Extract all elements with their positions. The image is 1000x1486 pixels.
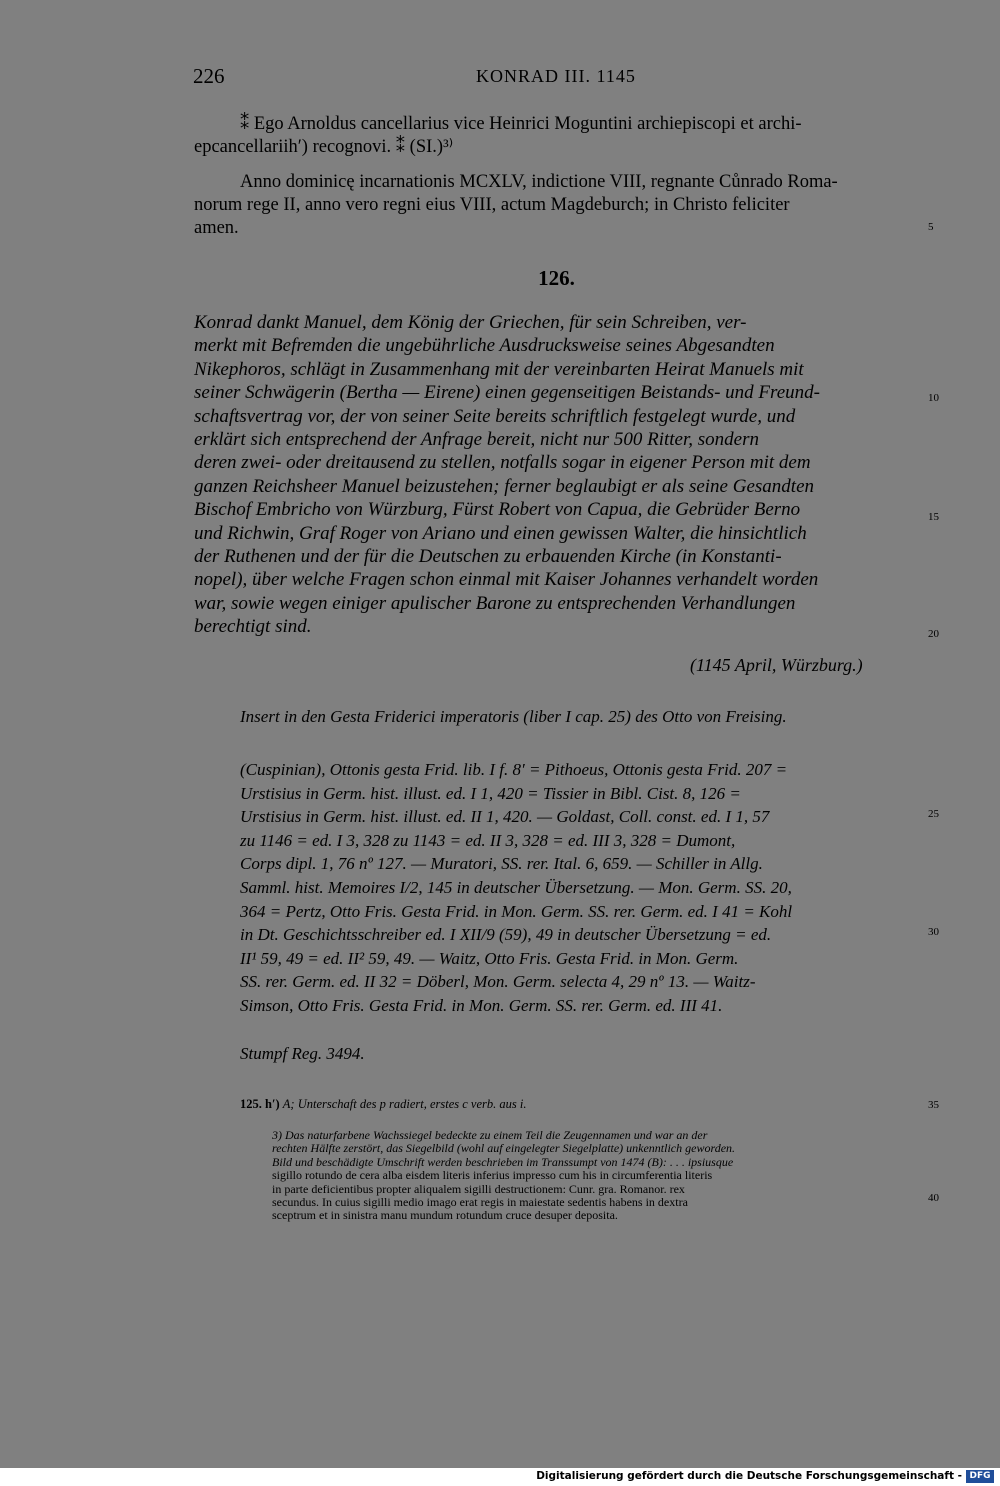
- bibliography-line: SS. rer. Germ. ed. II 32 = Döberl, Mon. Germ. selecta 4, 29 nº 13. — Waitz-: [240, 972, 756, 992]
- bibliography-line: Samml. hist. Memoires I/2, 145 in deutscher Übersetzung. — Mon. Germ. SS. 20,: [240, 877, 792, 897]
- footnote-line: sceptrum et in sinistra manu mundum rotundum cruce desuper deposita.: [272, 1208, 618, 1223]
- regest-line: und Richwin, Graf Roger von Ariano und einen gewissen Walter, die hinsichtlich: [194, 522, 807, 544]
- bibliography-line: II¹ 59, 49 = ed. II² 59, 49. — Waitz, Otto Fris. Gesta Frid. in Mon. Germ.: [240, 948, 739, 968]
- regest-line: merkt mit Befremden die ungebührliche Ausdrucksweise seines Abgesandten: [194, 335, 775, 357]
- footnote-h: [240, 1098, 526, 1111]
- dfg-logo: DFG: [966, 1470, 994, 1483]
- bibliography-line: zu 1146 = ed. I 3, 328 zu 1143 = ed. II 3, 328 = ed. III 3, 328 = Dumont,: [240, 830, 736, 850]
- bibliography-line: Urstisius in Germ. hist. illust. ed. II 1, 420. — Goldast, Coll. const. ed. I 1, 57: [240, 807, 770, 827]
- regest-line: seiner Schwägerin (Bertha — Eirene) einen gegenseitigen Beistands- und Freund-: [194, 382, 820, 404]
- running-head: KONRAD III. 1145: [476, 66, 636, 86]
- line-number: 30: [928, 926, 939, 938]
- bibliography-line: (Cuspinian), Ottonis gesta Frid. lib. I f. 8′ = Pithoeus, Ottonis gesta Frid. 207 =: [240, 760, 788, 779]
- bibliography-line: Corps dipl. 1, 76 nº 127. — Muratori, SS. rer. Ital. 6, 659. — Schiller in Allg.: [240, 854, 763, 874]
- line-number: 15: [928, 511, 939, 523]
- page-number: 226: [193, 64, 225, 88]
- footnote-text: A; Unterschaft des p radiert, erstes c verb. aus i.: [282, 1097, 527, 1111]
- regest-line: ganzen Reichsheer Manuel beizustehen; ferner beglaubigt er als seine Gesandten: [194, 475, 814, 497]
- footnote-line: secundus. In cuius sigilli medio imago erat regis in maiestate sedentis habens in dextra: [272, 1195, 688, 1210]
- footnote-3: [272, 1129, 918, 1223]
- regest-line: Bischof Embricho von Würzburg, Fürst Robert von Capua, die Gebrüder Berno: [194, 499, 801, 521]
- regest-line: Nikephoros, schlägt in Zusammenhang mit der vereinbarten Heirat Manuels mit: [194, 358, 804, 380]
- line-number: 10: [928, 392, 939, 404]
- bibliography-line: in Dt. Geschichtsschreiber ed. I XII/9 (59), 49 in deutscher Übersetzung = ed.: [240, 925, 772, 945]
- regest-line: erklärt sich entsprechend der Anfrage bereit, nicht nur 500 Ritter, sondern: [194, 429, 759, 451]
- regest-line: deren zwei- oder dreitausend zu stellen, notfalls sogar in eigener Person mit dem: [194, 452, 811, 474]
- regest: [194, 311, 919, 639]
- line-number: 5: [928, 221, 934, 233]
- footnote-line: sigillo rotundo de cera alba eisdem literis inferius impresso cum his in circumferentia literis: [272, 1168, 713, 1183]
- regest-line: der Ruthenen und der für die Deutschen zu erbauenden Kirche (in Konstanti-: [194, 546, 782, 568]
- text-line: ⁑ Ego Arnoldus cancellarius vice Heinrici Moguntini archiepiscopi et archi-: [240, 114, 802, 134]
- regest-line: berechtigt sind.: [194, 616, 312, 638]
- footnote-line: 3) Das naturfarbene Wachssiegel bedeckte zu einem Teil die Zeugennamen und war an der: [272, 1128, 708, 1142]
- regest-line: war, sowie wegen einiger apulischer Barone zu entsprechenden Verhandlungen: [194, 592, 796, 614]
- insert-note: Insert in den Gesta Friderici imperatoris (liber I cap. 25) des Otto von Freising.: [240, 707, 787, 726]
- bibliography: [240, 758, 920, 1018]
- text-line: norum rege II, anno vero regni eius VIII, actum Magdeburch; in Christo feliciter: [194, 195, 790, 215]
- stumpf-reference: Stumpf Reg. 3494.: [240, 1044, 365, 1063]
- text-line: Anno dominicę incarnationis MCXLV, indictione VIII, regnante Cůnrado Roma-: [240, 172, 838, 192]
- bibliography-line: Simson, Otto Fris. Gesta Frid. in Mon. Germ. SS. rer. Germ. ed. III 41.: [240, 995, 723, 1015]
- text-line: epcancellariih′) recognovi. ⁑ (SI.)³⁾: [194, 137, 454, 157]
- previous-document-ending: [194, 113, 919, 240]
- line-number: 40: [928, 1192, 939, 1204]
- regest-line: nopel), über welche Fragen schon einmal mit Kaiser Johannes verhandelt worden: [194, 569, 819, 591]
- line-number: 20: [928, 628, 939, 640]
- footnote-label: 125. h′): [240, 1097, 280, 1111]
- line-number: 25: [928, 808, 939, 820]
- footnote-line: rechten Hälfte zerstört, das Siegelbild (wohl auf eingelegter Siegelplatte) unkenntlich geworden.: [272, 1141, 736, 1156]
- line-number: 35: [928, 1099, 939, 1111]
- text-line: amen.: [194, 218, 239, 238]
- bibliography-line: 364 = Pertz, Otto Fris. Gesta Frid. in Mon. Germ. SS. rer. Germ. ed. I 41 = Kohl: [240, 901, 793, 921]
- bibliography-line: Urstisius in Germ. hist. illust. ed. I 1, 420 = Tissier in Bibl. Cist. 8, 126 =: [240, 783, 741, 803]
- footnote-line: Bild und beschädigte Umschrift werden beschrieben im Transsumpt von 1474 (B): . . . ipsiusque: [272, 1154, 734, 1169]
- document-number: 126.: [538, 266, 575, 290]
- funding-notice: Digitalisierung gefördert durch die Deutsche Forschungsgemeinschaft -: [536, 1470, 962, 1482]
- footnote-line: in parte deficientibus propter aliqualem sigilli destructionem: Cunr. gra. Romanor. rex: [272, 1181, 685, 1196]
- regest-line: schaftsvertrag vor, der von seiner Seite bereits schriftlich festgelegt wurde, und: [194, 405, 796, 427]
- regest-line: Konrad dankt Manuel, dem König der Griechen, für sein Schreiben, ver-: [194, 312, 747, 333]
- date-place: (1145 April, Würzburg.): [690, 655, 863, 675]
